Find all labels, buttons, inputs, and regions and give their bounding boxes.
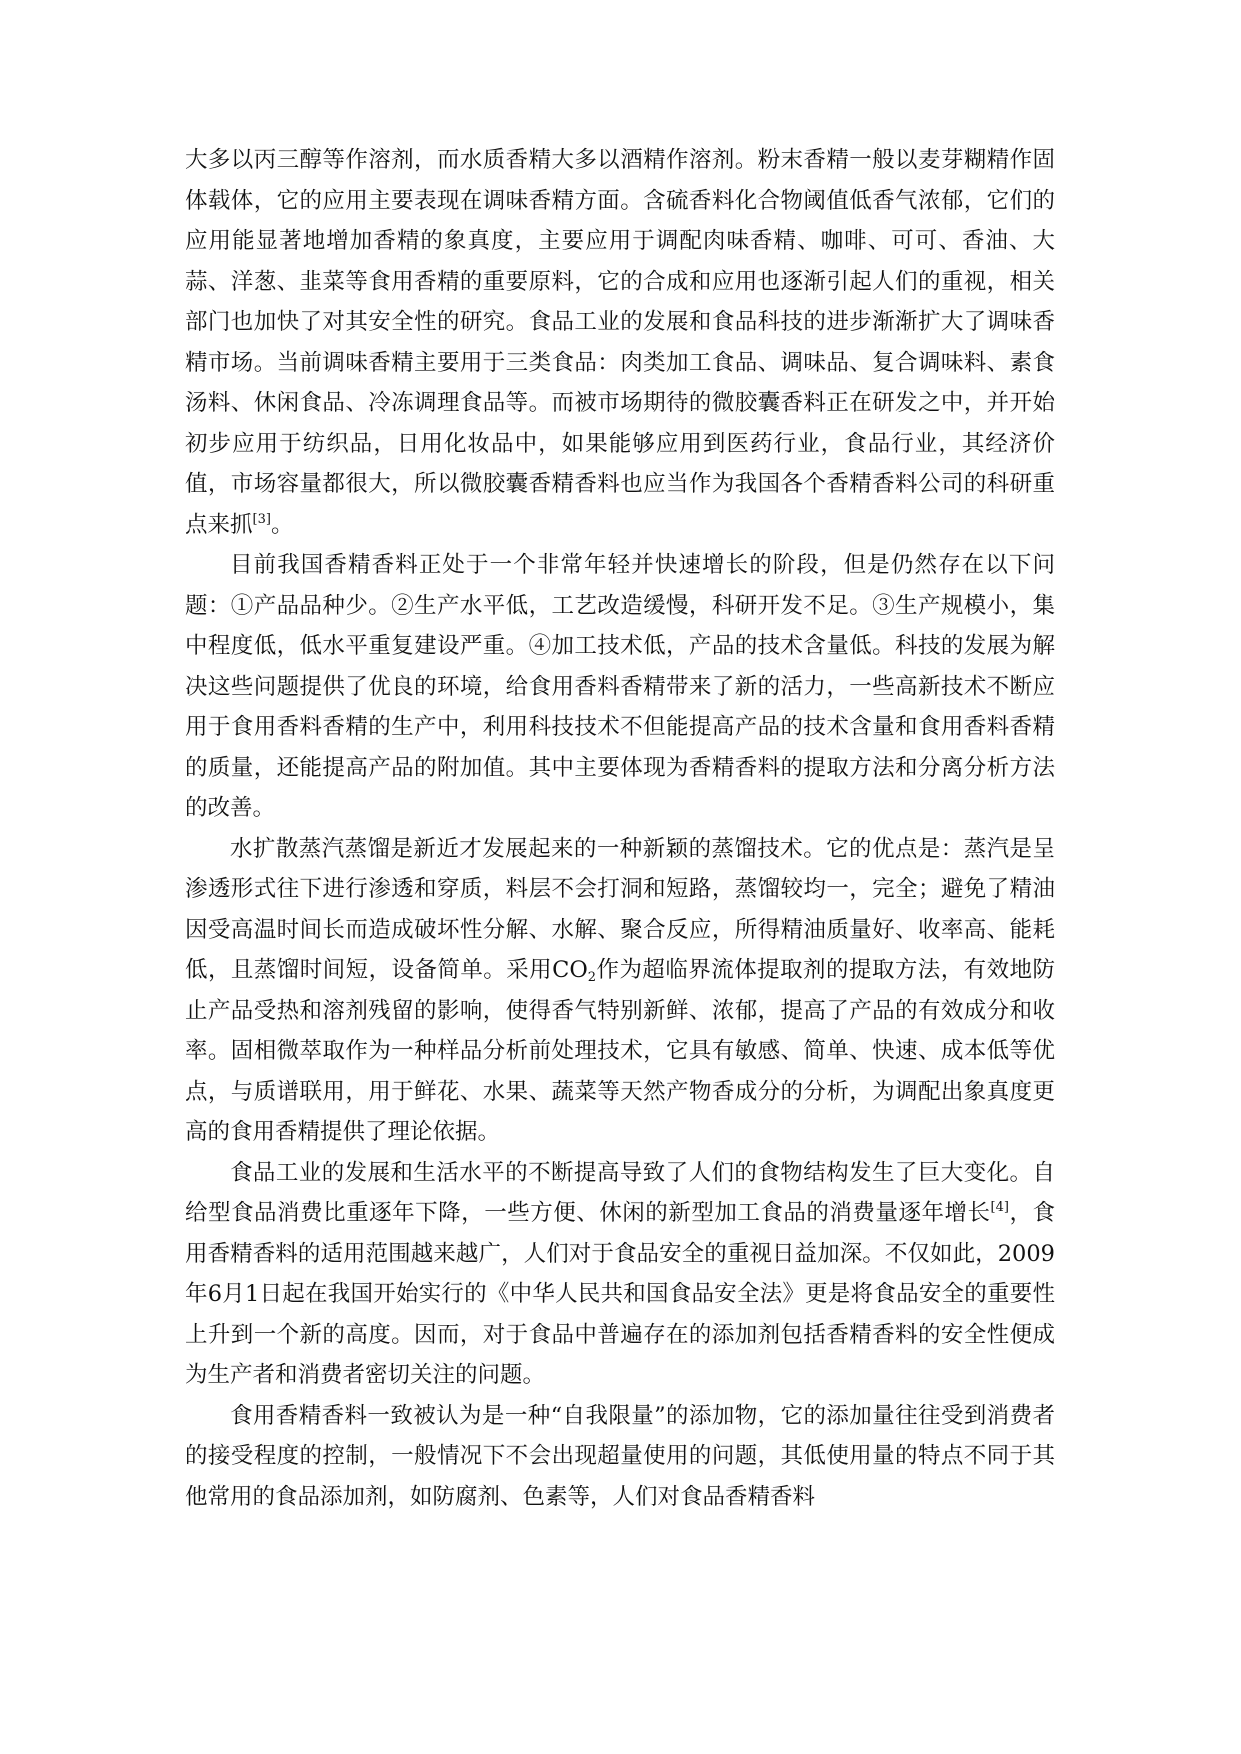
document-body — [185, 140, 1055, 1517]
paragraph-extraction-methods — [185, 829, 1055, 1153]
paragraph-industry-problems — [185, 545, 1055, 829]
citation-ref: [3] — [252, 511, 271, 527]
paragraph-text: 水扩散蒸汽蒸馏是新近才发展起来的一种新颖的蒸馏技术。它的优点是：蒸汽是呈渗透形式往下进行渗透和穿质，料层不会打洞和短路，蒸馏较均一，完全；避免了精油因受高温时间长而造成破坏性分解、水解、聚合反应，所得精油质量好、收率高、能耗低，且蒸馏时间短，设备简单。采用CO — [185, 835, 1055, 983]
citation-ref: [4] — [990, 1200, 1009, 1215]
paragraph-text-end: 作为超临界流体提取剂的提取方法，有效地防止产品受热和溶剂残留的影响，使得香气特别新鲜、浓郁，提高了产品的有效成分和收率。固相微萃取作为一种样品分析前处理技术，它具有敏感、简单、快速、成本低等优点，与质谱联用，用于鲜花、水果、蔬菜等天然产物香成分的分析，为调配出象真度更高的食用香精提供了理论依据。 — [185, 957, 1055, 1145]
paragraph-text-end: ，食用香精香料的适用范围越来越广，人们对于食品安全的重视日益加深。不仅如此，2009年6月1日起在我国开始实行的《中华人民共和国食品安全法》更是将食品安全的重要性上升到一个新的高度。因而，对于食品中普遍存在的添加剂包括香精香料的安全性便成为生产者和消费者密切关注的问题。 — [185, 1200, 1055, 1388]
paragraph-text: 食用香精香料一致被认为是一种“自我限量”的添加物，它的添加量往往受到消费者的接受程度的控制，一般情况下不会出现超量使用的问题，其低使用量的特点不同于其他常用的食品添加剂，如防腐剂、色素等，人们对食品香精香料 — [185, 1402, 1055, 1510]
paragraph-text-end: 。 — [270, 511, 294, 538]
paragraph-food-safety — [185, 1153, 1055, 1396]
paragraph-self-limiting — [185, 1396, 1055, 1518]
paragraph-flavor-applications — [185, 140, 1055, 545]
paragraph-text: 大多以丙三醇等作溶剂，而水质香精大多以酒精作溶剂。粉末香精一般以麦芽糊精作固体载体，它的应用主要表现在调味香精方面。含硫香料化合物阈值低香气浓郁，它们的应用能显著地增加香精的象真度，主要应用于调配肉味香精、咖啡、可可、香油、大蒜、洋葱、韭菜等食用香精的重要原料，它的合成和应用也逐渐引起人们的重视，相关部门也加快了对其安全性的研究。食品工业的发展和食品科技的进步渐渐扩大了调味香精市场。当前调味香精主要用于三类食品：肉类加工食品、调味品、复合调味料、素食汤料、休闲食品、冷冻调理食品等。而被市场期待的微胶囊香料正在研发之中，并开始初步应用于纺织品，日用化妆品中，如果能够应用到医药行业，食品行业，其经济价值，市场容量都很大，所以微胶囊香精香料也应当作为我国各个香精香料公司的科研重点来抓 — [185, 147, 1055, 538]
subscript-2: 2 — [587, 970, 597, 985]
paragraph-text: 目前我国香精香料正处于一个非常年轻并快速增长的阶段，但是仍然存在以下问题：①产品品种少。②生产水平低，工艺改造缓慢，科研开发不足。③生产规模小，集中程度低，低水平重复建设严重。④加工技术低，产品的技术含量低。科技的发展为解决这些问题提供了优良的环境，给食用香料香精带来了新的活力，一些高新技术不断应用于食用香料香精的生产中，利用科技技术不但能提高产品的技术含量和食用香料香精的质量，还能提高产品的附加值。其中主要体现为香精香料的提取方法和分离分析方法的改善。 — [185, 552, 1055, 821]
paragraph-text: 食品工业的发展和生活水平的不断提高导致了人们的食物结构发生了巨大变化。自给型食品消费比重逐年下降，一些方便、休闲的新型加工食品的消费量逐年增长 — [185, 1159, 1055, 1226]
